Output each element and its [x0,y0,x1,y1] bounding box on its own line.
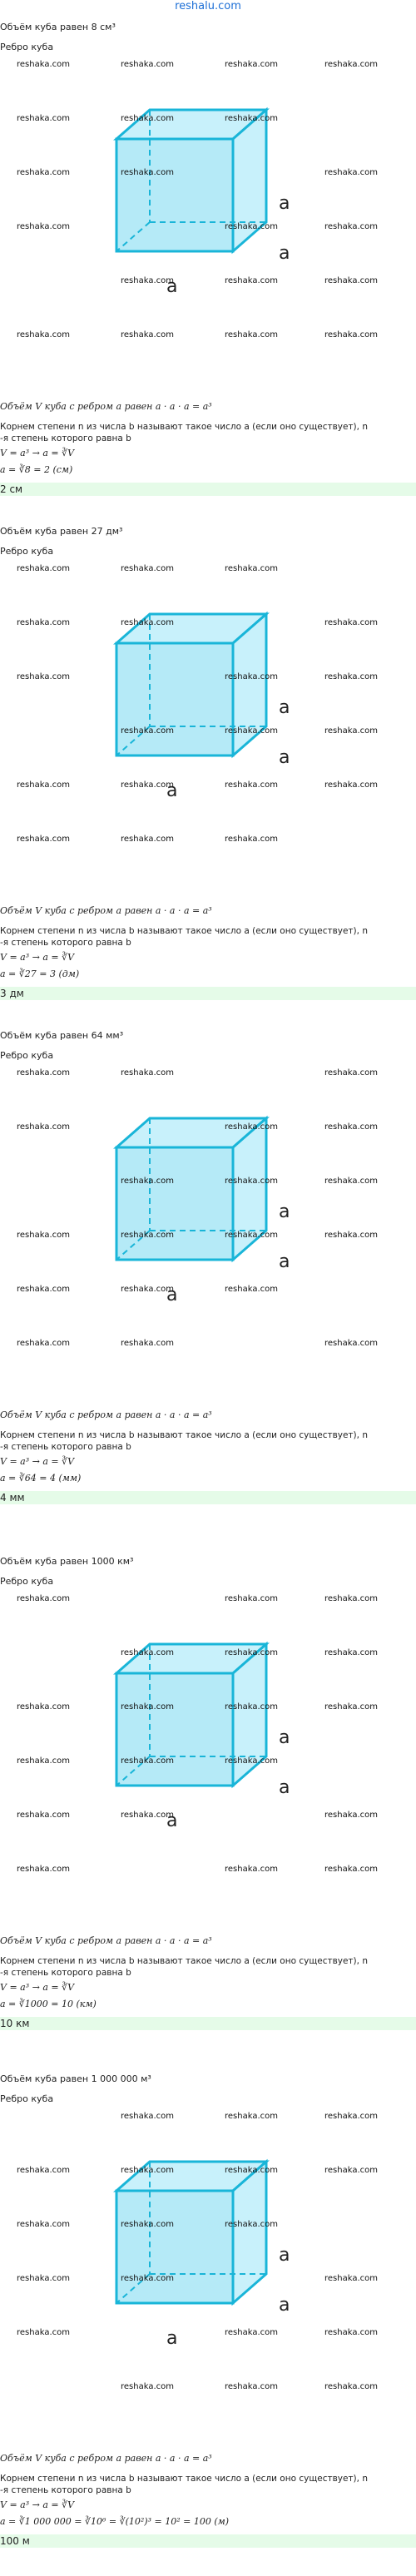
root-definition: Корнем степени n из числа b называют такое число a (если оно существует), n [0,926,368,936]
formula-step-1: V = a³ → a = ∛V [0,1456,75,1467]
watermark: reshaka.com [324,2274,378,2283]
watermark: reshaka.com [324,618,378,627]
edge-label-a: a [166,1811,178,1831]
watermark: reshaka.com [17,222,70,231]
watermark: reshaka.com [121,1068,174,1077]
cube-diagram [92,102,308,326]
edge-label-a: a [279,2245,290,2266]
watermark: reshaka.com [324,672,378,681]
watermark: reshaka.com [121,2220,174,2229]
cube-front-face [116,2191,233,2303]
watermark: reshaka.com [121,1648,174,1657]
problem-subtitle: Ребро куба [0,546,54,557]
root-definition-cont: -я степень которого равна b [0,433,131,443]
watermark: reshaka.com [121,564,174,573]
edge-label-a: a [279,697,290,718]
watermark: reshaka.com [324,1068,378,1077]
watermark: reshaka.com [17,564,70,573]
root-definition: Корнем степени n из числа b называют такое число a (если оно существует), n [0,2474,368,2484]
watermark: reshaka.com [324,780,378,790]
answer-box: 4 мм [0,1491,416,1504]
answer-box: 100 м [0,2534,416,2548]
watermark: reshaka.com [17,672,70,681]
watermark: reshaka.com [121,1811,174,1820]
watermark: reshaka.com [324,276,378,285]
watermark: reshaka.com [324,222,378,231]
watermark: reshaka.com [121,1285,174,1294]
problem-title: Объём куба равен 64 мм³ [0,1030,124,1041]
watermark: reshaka.com [324,60,378,69]
watermark: reshaka.com [121,1177,174,1186]
answer-box: 10 км [0,2017,416,2030]
problem-block-2 [0,514,416,1013]
root-definition-cont: -я степень которого равна b [0,1968,131,1978]
cube-diagram [92,606,308,830]
formula-step-1: V = a³ → a = ∛V [0,448,75,458]
problem-subtitle: Ребро куба [0,42,54,52]
problem-title: Объём куба равен 8 см³ [0,22,116,32]
watermark: reshaka.com [121,330,174,339]
cube-front-face [116,139,233,251]
watermark: reshaka.com [324,2166,378,2175]
edge-label-a: a [279,243,290,264]
watermark: reshaka.com [225,1285,278,1294]
watermark: reshaka.com [324,2112,378,2121]
watermark: reshaka.com [225,780,278,790]
formula-step-1: V = a³ → a = ∛V [0,952,75,963]
formula-volume: Объём V куба с ребром a равен a · a · a = a³ [0,905,212,916]
formula-step-2: a = ∛1 000 000 = ∛10⁶ = ∛(10²)³ = 10² = 100 (м) [0,2516,230,2527]
watermark: reshaka.com [121,60,174,69]
watermark: reshaka.com [225,222,278,231]
cube-diagram [92,1110,308,1335]
problem-block-4 [0,1544,416,2043]
root-definition: Корнем степени n из числа b называют такое число a (если оно существует), n [0,422,368,432]
watermark: reshaka.com [121,114,174,123]
watermark: reshaka.com [17,2274,70,2283]
watermark: reshaka.com [225,1648,278,1657]
watermark: reshaka.com [225,2112,278,2121]
problem-title: Объём куба равен 1 000 000 м³ [0,2073,151,2084]
problem-block-1 [0,10,416,509]
watermark: reshaka.com [17,1702,70,1712]
watermark: reshaka.com [17,1068,70,1077]
watermark: reshaka.com [17,114,70,123]
formula-step-2: a = ∛27 = 3 (дм) [0,968,80,979]
watermark: reshaka.com [225,835,278,844]
watermark: reshaka.com [324,1177,378,1186]
watermark: reshaka.com [324,726,378,736]
watermark: reshaka.com [17,1231,70,1240]
edge-label-a: a [279,1777,290,1798]
edge-label-a: a [279,1727,290,1748]
watermark: reshaka.com [121,1231,174,1240]
root-definition-cont: -я степень которого равна b [0,1442,131,1452]
formula-step-2: a = ∛64 = 4 (мм) [0,1473,82,1484]
watermark: reshaka.com [225,1177,278,1186]
watermark: reshaka.com [324,2328,378,2337]
edge-label-a: a [166,276,178,297]
edge-label-a: a [279,1251,290,1272]
watermark: reshaka.com [121,2382,174,2391]
problem-subtitle: Ребро куба [0,1576,54,1587]
problem-block-3 [0,1018,416,1518]
edge-label-a: a [279,747,290,768]
watermark: reshaka.com [225,2166,278,2175]
watermark: reshaka.com [324,1231,378,1240]
watermark: reshaka.com [17,2328,70,2337]
watermark: reshaka.com [324,1594,378,1603]
watermark: reshaka.com [225,1702,278,1712]
watermark: reshaka.com [17,1285,70,1294]
formula-step-1: V = a³ → a = ∛V [0,1982,75,1993]
watermark: reshaka.com [17,1122,70,1132]
formula-step-1: V = a³ → a = ∛V [0,2499,75,2510]
site-header[interactable]: reshalu.com [175,0,241,12]
watermark: reshaka.com [121,835,174,844]
problem-title: Объём куба равен 27 дм³ [0,526,123,537]
edge-label-a: a [279,2295,290,2316]
edge-label-a: a [166,780,178,801]
watermark: reshaka.com [121,2112,174,2121]
watermark: reshaka.com [324,1122,378,1132]
answer-box: 2 см [0,483,416,496]
answer-box: 3 дм [0,987,416,1000]
watermark: reshaka.com [324,330,378,339]
watermark: reshaka.com [17,780,70,790]
watermark: reshaka.com [121,726,174,736]
cube-front-face [116,1673,233,1786]
edge-label-a: a [166,2328,178,2349]
watermark: reshaka.com [121,276,174,285]
formula-volume: Объём V куба с ребром a равен a · a · a = a³ [0,2453,212,2464]
watermark: reshaka.com [324,1339,378,1348]
watermark: reshaka.com [17,2166,70,2175]
cube-front-face [116,1147,233,1260]
watermark: reshaka.com [225,1231,278,1240]
watermark: reshaka.com [225,1865,278,1874]
watermark: reshaka.com [225,726,278,736]
root-definition-cont: -я степень которого равна b [0,938,131,948]
watermark: reshaka.com [17,60,70,69]
root-definition: Корнем степени n из числа b называют такое число a (если оно существует), n [0,1430,368,1440]
watermark: reshaka.com [121,1756,174,1766]
formula-volume: Объём V куба с ребром a равен a · a · a = a³ [0,401,212,412]
watermark: reshaka.com [225,114,278,123]
edge-label-a: a [279,193,290,214]
watermark: reshaka.com [121,1702,174,1712]
watermark: reshaka.com [17,1811,70,1820]
root-definition-cont: -я степень которого равна b [0,2485,131,2495]
watermark: reshaka.com [324,2382,378,2391]
problem-subtitle: Ребро куба [0,1050,54,1061]
problem-subtitle: Ребро куба [0,2093,54,2104]
cube-diagram [92,1636,308,1860]
watermark: reshaka.com [17,1339,70,1348]
formula-volume: Объём V куба с ребром a равен a · a · a = a³ [0,1409,212,1420]
watermark: reshaka.com [17,1594,70,1603]
watermark: reshaka.com [17,1756,70,1766]
formula-step-2: a = ∛1000 = 10 (км) [0,1999,97,2009]
watermark: reshaka.com [17,168,70,177]
watermark: reshaka.com [324,1811,378,1820]
watermark: reshaka.com [225,60,278,69]
watermark: reshaka.com [17,1865,70,1874]
edge-label-a: a [166,1285,178,1305]
watermark: reshaka.com [324,168,378,177]
cube-front-face [116,643,233,755]
watermark: reshaka.com [324,1865,378,1874]
edge-label-a: a [279,1201,290,1222]
watermark: reshaka.com [121,2274,174,2283]
problem-title: Объём куба равен 1000 км³ [0,1556,134,1567]
watermark: reshaka.com [225,2328,278,2337]
watermark: reshaka.com [225,672,278,681]
watermark: reshaka.com [225,330,278,339]
watermark: reshaka.com [121,2166,174,2175]
watermark: reshaka.com [121,618,174,627]
watermark: reshaka.com [225,2382,278,2391]
watermark: reshaka.com [225,1756,278,1766]
watermark: reshaka.com [225,564,278,573]
root-definition: Корнем степени n из числа b называют такое число a (если оно существует), n [0,1956,368,1966]
formula-volume: Объём V куба с ребром a равен a · a · a = a³ [0,1935,212,1946]
watermark: reshaka.com [324,1648,378,1657]
problem-block-5 [0,2062,416,2561]
watermark: reshaka.com [17,618,70,627]
watermark: reshaka.com [225,276,278,285]
cube-diagram [92,2153,308,2378]
watermark: reshaka.com [225,2220,278,2229]
watermark: reshaka.com [121,168,174,177]
watermark: reshaka.com [17,330,70,339]
watermark: reshaka.com [17,835,70,844]
formula-step-2: a = ∛8 = 2 (см) [0,464,73,475]
watermark: reshaka.com [225,1594,278,1603]
watermark: reshaka.com [17,2220,70,2229]
watermark: reshaka.com [324,1702,378,1712]
watermark: reshaka.com [121,1339,174,1348]
watermark: reshaka.com [121,780,174,790]
watermark: reshaka.com [225,1122,278,1132]
